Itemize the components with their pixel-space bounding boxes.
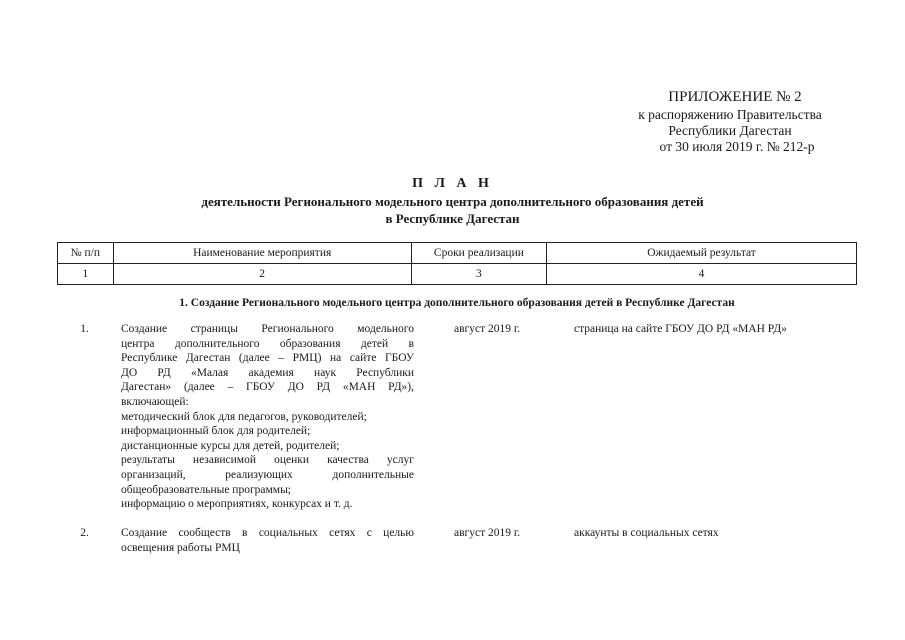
description-line: Республике Дагестан (далее – РМЦ) на сайте ГБОУ <box>121 352 414 365</box>
row-description <box>121 526 414 555</box>
column-number-2: 2 <box>113 264 411 285</box>
row-deadline: август 2019 г. <box>454 323 521 335</box>
header-expected-result: Ожидаемый результат <box>547 243 857 264</box>
row-result: страница на сайте ГБОУ ДО РД «МАН РД» <box>574 323 787 335</box>
column-number-1: 1 <box>58 264 114 285</box>
header-row <box>58 243 857 264</box>
document-subtitle <box>0 193 905 227</box>
column-number-3: 3 <box>411 264 546 285</box>
plan-table-header <box>57 242 857 285</box>
section-heading: 1. Создание Регионального модельного центра дополнительного образования детей в Республике Дагестан <box>179 297 735 309</box>
appendix-republic: Республики Дагестан <box>668 123 792 138</box>
appendix-number: ПРИЛОЖЕНИЕ № 2 <box>668 89 802 105</box>
column-number-4: 4 <box>547 264 857 285</box>
header-number: № п/п <box>58 243 114 264</box>
row-description <box>121 322 414 512</box>
row-number: 2. <box>80 527 89 539</box>
description-line: информационный блок для родителей; <box>121 425 311 438</box>
description-line: информацию о мероприятиях, конкурсах и т. д. <box>121 498 353 511</box>
description-line: центра дополнительного образования детей в <box>121 337 414 350</box>
description-line: методический блок для педагогов, руководителей; <box>121 410 367 423</box>
header-event-name: Наименование мероприятия <box>113 243 411 264</box>
description-line: организаций, реализующих дополнительные <box>121 468 414 481</box>
row-number: 1. <box>80 323 89 335</box>
description-line: общеобразовательные программы; <box>121 483 292 496</box>
description-line: результаты независимой оценки качества услуг <box>121 454 414 467</box>
row-deadline: август 2019 г. <box>454 527 521 539</box>
description-line: Создание страницы Регионального модельного <box>121 323 414 335</box>
description-line: включающей: <box>121 395 189 408</box>
subtitle-line-2: в Республике Дагестан <box>385 211 520 226</box>
document-title: П Л А Н <box>412 176 493 191</box>
description-line: Создание сообществ в социальных сетях с целью <box>121 527 414 539</box>
row-result: аккаунты в социальных сетях <box>574 527 719 539</box>
header-deadline: Сроки реализации <box>411 243 546 264</box>
description-line: ДО РД «Малая академия наук Республики <box>121 366 414 379</box>
description-line: Дагестан» (далее – ГБОУ ДО РД «МАН РД»), <box>121 381 414 394</box>
appendix-date-number: от 30 июля 2019 г. № 212-р <box>659 139 815 154</box>
description-line: освещения работы РМЦ <box>121 541 240 554</box>
column-number-row <box>58 264 857 285</box>
appendix-block <box>600 88 860 155</box>
subtitle-line-1: деятельности Регионального модельного центра дополнительного образования детей <box>201 194 704 209</box>
appendix-order-ref: к распоряжению Правительства <box>638 107 822 122</box>
description-line: дистанционные курсы для детей, родителей; <box>121 439 340 452</box>
